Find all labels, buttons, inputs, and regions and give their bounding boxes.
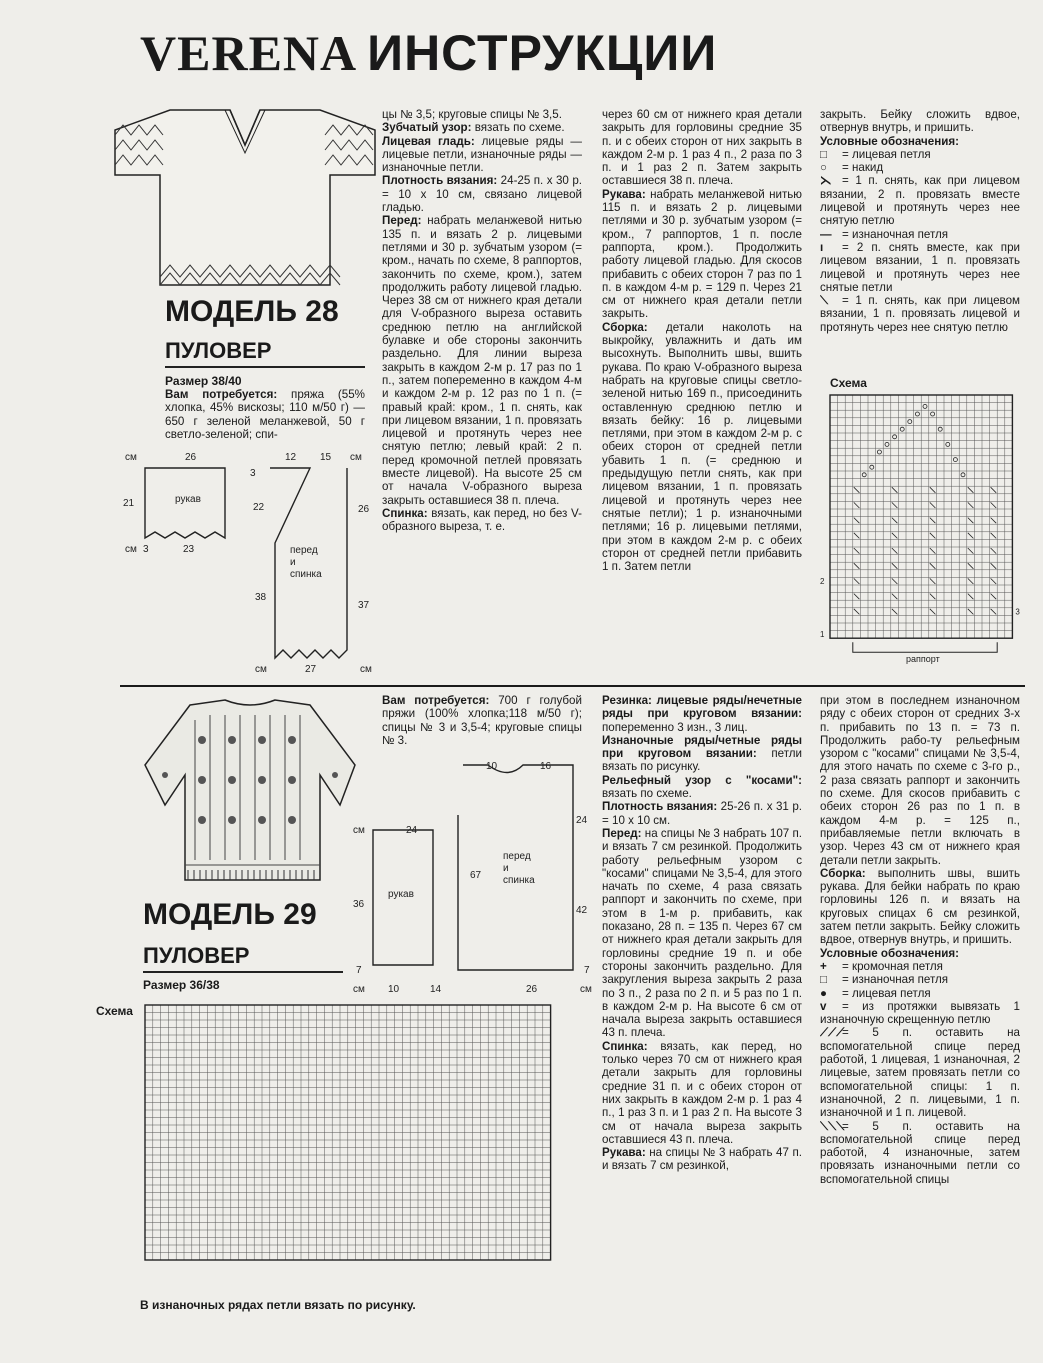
- paragraph: [382, 214, 582, 507]
- dim-label: 36: [353, 899, 365, 910]
- paragraph: [820, 867, 1020, 947]
- paragraph: [382, 507, 582, 534]
- body-label: спинка: [290, 569, 322, 580]
- legend-text: = лицевая петля: [842, 986, 931, 1000]
- body-label: перед: [503, 851, 531, 862]
- decrease-mark: [930, 594, 936, 600]
- yarn-over-mark: [915, 412, 919, 416]
- dim-label: 23: [183, 544, 195, 555]
- decrease-mark: [892, 548, 898, 554]
- dim-cm: см: [580, 984, 592, 995]
- decrease-mark: [991, 533, 997, 539]
- legend-symbol: v: [820, 999, 827, 1013]
- paragraph-text: попеременно 3 изн., 3 лиц.: [602, 720, 748, 734]
- dim-label: 24: [406, 825, 418, 836]
- model-29-title: МОДЕЛЬ 29: [143, 898, 317, 931]
- legend-symbol: —: [820, 227, 832, 241]
- paragraph-label: Лицевая гладь:: [382, 134, 482, 148]
- dim-cm: см: [353, 825, 365, 836]
- paragraph-label: Плотность вязания:: [602, 800, 721, 814]
- dim-label: 7: [584, 965, 590, 976]
- decrease-mark: [968, 533, 974, 539]
- legend-text: = кромочная петля: [842, 959, 943, 973]
- decrease-mark: [930, 502, 936, 508]
- dim-label: 3: [143, 544, 149, 555]
- decrease-mark: [968, 594, 974, 600]
- legend-row: [820, 148, 1020, 161]
- decrease-mark: [930, 578, 936, 584]
- legend-text: = лицевая петля: [842, 147, 931, 161]
- decrease-mark: [930, 487, 936, 493]
- decrease-mark: [892, 533, 898, 539]
- model-28-text-col3: [602, 108, 802, 673]
- paragraph: [602, 188, 802, 321]
- paragraph-label: Спинка:: [602, 1039, 661, 1053]
- model-29-text-col4: [820, 694, 1020, 1304]
- paragraph-label: Вам потребуется:: [382, 694, 499, 707]
- chart-grid: [145, 1005, 551, 1260]
- model-28-legend: [820, 108, 1020, 378]
- paragraph-label: Перед:: [382, 214, 428, 228]
- paragraph-text: вязать, как перед, но только через 70 см от нижнего края детали закрыть для горловины средние 31 п. и с обеих сторон от них закрыть в каждом 2-м р. 1 раз 4 п., 1 раз 3 п. и 1 раз 2 п. На высоте 3 см от начала выреза закрыть оставшиеся 43 п. плеча.: [602, 1039, 802, 1146]
- legend-symbol: ⟋⟋⟋: [820, 1026, 845, 1040]
- legend-text: = 1 п. снять, как при лицевом вязании, 2 п. провязать вместе лицевой и протянуть через нее снятую петлю: [820, 174, 1020, 228]
- legend-symbol: ⟍: [820, 294, 829, 308]
- paragraph-text: лицевые ряды — лицевые петли, изнаночные ряды — изнаночные петли.: [382, 134, 582, 175]
- decrease-mark: [854, 548, 860, 554]
- paragraph-label: Перед:: [602, 826, 645, 840]
- chart-grid: [830, 395, 1012, 638]
- paragraph: [602, 800, 802, 827]
- legend-row: [820, 294, 1020, 334]
- yarn-over-mark: [908, 420, 912, 424]
- yarn-over-mark: [877, 450, 881, 454]
- model-29-text-col3: [602, 694, 802, 1304]
- paragraph-label: Резинка: лицевые ряды/нечетные ряды при круговом вязании:: [602, 694, 802, 721]
- dim-label: 37: [358, 600, 370, 611]
- needs-label: Вам потребуется:: [165, 388, 278, 401]
- decrease-mark: [968, 518, 974, 524]
- decrease-mark: [892, 502, 898, 508]
- legend-row: [820, 161, 1020, 174]
- paragraph: [820, 694, 1020, 867]
- model-29-size: Размер 36/38: [143, 978, 220, 992]
- legend-title: Условные обозначения:: [820, 134, 959, 148]
- paragraph-text: вязать, как перед, но без V-образного выреза, т. е.: [382, 506, 582, 534]
- paragraph-text: набрать меланжевой нитью 115 п. и вязать 2 р. лицевыми петлями и 30 р. зубчатым узором (= кром., 7 раппортов, 1 п. после раппорта, кром.). Продолжить работу лицевой гладью. Для скосов прибавить с обеих сторон 7 раз по 1 п. в каждом 4-м р. = 129 п. Через 21 см от нижнего края детали петли закрыть.: [602, 187, 802, 321]
- paragraph-text: набрать меланжевой нитью 135 п. и вязать 2 р. лицевыми петлями и 30 р. зубчатым узором (= кром., начать по схеме, 8 раппортов, закончить по схеме, кром.), затем продолжить работу лицевой гладью. Через 38 см от нижнего края детали для V-образного выреза оставить среднюю петлю на английской булавке и обе стороны закончить раздельно. Для линии выреза закрыть в каждом 2-м р. 17 раз по 1 п., затем попеременно в каждом 4-м и каждом 2-м р. 12 раз по 1 п. (= правый край: кром., 1 п. снять, как при лицевом вязании, 1 п. провязать лицевой и протянуть через нее снятую петлю; левый край: 2 п. перед кромочной петлей провязать вместе лицевой). На высоте 25 см от начала V-образного выреза закрыть оставшиеся 38 п. плеча.: [382, 214, 582, 507]
- dim-label: 42: [576, 905, 588, 916]
- yarn-over-mark: [961, 473, 965, 477]
- knitting-chart-29: [140, 1000, 590, 1296]
- paragraph-label: Плотность вязания:: [382, 174, 501, 188]
- rapport-bracket: [853, 642, 997, 652]
- paragraph-text: 25-26 п. х 31 р. = 10 х 10 см.: [602, 800, 802, 827]
- legend-text: = изнаночная петля: [842, 227, 949, 241]
- legend-symbol: ⋋: [820, 174, 832, 188]
- paragraph-label: Зубчатый узор:: [382, 121, 475, 135]
- paragraph-label: Рукава:: [602, 187, 651, 201]
- decrease-mark: [930, 518, 936, 524]
- decrease-mark: [892, 487, 898, 493]
- yarn-over-mark: [862, 473, 866, 477]
- decrease-mark: [968, 548, 974, 554]
- paragraph-label: Рельефный узор с "косами":: [602, 773, 802, 787]
- decrease-mark: [854, 609, 860, 615]
- legend-symbol: ●: [820, 986, 828, 1000]
- dim-label: 22: [253, 502, 265, 513]
- paragraph-text: вязать по схеме.: [602, 787, 692, 801]
- legend-symbol: □: [820, 147, 828, 161]
- legend-symbol: ⟍⟍⟍: [820, 1119, 845, 1133]
- legend-text: = накид: [842, 161, 884, 175]
- decrease-mark: [854, 518, 860, 524]
- yarn-over-mark: [870, 465, 874, 469]
- decrease-mark: [854, 533, 860, 539]
- decrease-mark: [991, 609, 997, 615]
- decrease-mark: [968, 578, 974, 584]
- decrease-mark: [930, 533, 936, 539]
- yarn-over-mark: [893, 435, 897, 439]
- paragraph-text: на спицы № 3 набрать 107 п. и вязать 7 см резинкой. Продолжить работу рельефным узором с "косами" спицами № 3,5-4, для этого начать по схеме, 4 раза связать раппорт и закончить по схеме, при этом в 1-м р. прибавить, как показано, 28 п. = 135 п. Через 67 см от нижнего края детали закрыть для горловины средние 19 п. и обе стороны закончить раздельно. Для закругления выреза закрыть 2 раза по 3 п., 2 раза по 2 п. и 5 раз по 1 п. в каждом 2-м р. На высоте 6 см от начала выреза закрыть оставшиеся 43 п. плеча.: [602, 826, 802, 1040]
- dim-label: 16: [540, 761, 552, 772]
- legend-symbol: ı: [820, 240, 824, 254]
- legend-text: = 2 п. снять вместе, как при лицевом вязании, 1 п. провязать лицевой и протянуть через нее снятые петли: [820, 240, 1020, 294]
- decrease-mark: [991, 578, 997, 584]
- legend-row: [820, 973, 1020, 986]
- dim-label: 10: [388, 984, 400, 995]
- paragraph-text: 24-25 п. х 30 р. = 10 х 10 см, связано лицевой гладью.: [382, 174, 582, 215]
- dim-cm: см: [125, 452, 137, 463]
- dim-cm: см: [350, 452, 362, 463]
- paragraph-text: петли вязать по рисунку.: [602, 747, 802, 774]
- legend-row: [820, 1120, 1020, 1186]
- row-number: 2: [820, 577, 825, 586]
- pattern-diagram-29: [348, 755, 598, 995]
- brand-logo: VERENA: [140, 25, 358, 81]
- legend-intro: закрыть. Бейку сложить вдвое, отвернув внутрь, и пришить.: [820, 108, 1020, 135]
- yarn-over-mark: [938, 427, 942, 431]
- legend-row: [820, 241, 1020, 294]
- yarn-over-mark: [946, 442, 950, 446]
- paragraph-text: через 60 см от нижнего края детали закрыть для горловины средние 35 п. и с обеих сторон от них закрыть в каждом 2-м р. 1 раз 4 п., 2 раза по 3 п. и 1 раз 2 п. Затем закрыть оставшиеся 38 п. плеча.: [602, 108, 802, 188]
- scheme-29-label: Схема: [96, 1004, 133, 1018]
- decrease-mark: [854, 578, 860, 584]
- paragraph-text: выполнить швы, вшить рукава. Для бейки набрать по краю горловины 126 п. и вязать на круговых спицах 6 см резинкой, затем петли закрыть. Бейку сложить вдвое, отвернув внутрь, и пришить.: [820, 866, 1020, 947]
- model-29-subtitle: ПУЛОВЕР: [143, 943, 343, 973]
- decrease-mark: [892, 563, 898, 569]
- body-label: перед: [290, 545, 318, 556]
- decrease-mark: [854, 594, 860, 600]
- dim-cm: см: [353, 984, 365, 995]
- body-label: спинка: [503, 875, 535, 886]
- paragraph: [382, 694, 582, 747]
- row-number: 3: [1015, 607, 1020, 617]
- paragraph-label: Спинка:: [382, 506, 432, 520]
- yarn-over-mark: [900, 427, 904, 431]
- dim-label: 7: [356, 965, 362, 976]
- paragraph: [602, 1040, 802, 1146]
- yarn-over-mark: [931, 412, 935, 416]
- decrease-mark: [854, 487, 860, 493]
- model-28-title: МОДЕЛЬ 28: [165, 295, 339, 328]
- yarn-over-mark: [953, 458, 957, 462]
- legend-row: [820, 228, 1020, 241]
- decrease-mark: [991, 502, 997, 508]
- paragraph-label: Изнаночные ряды/четные ряды при круговом вязании:: [602, 733, 802, 761]
- rapport-label: раппорт: [906, 654, 940, 665]
- decrease-mark: [991, 594, 997, 600]
- paragraph: [602, 827, 802, 1040]
- legend-text: = 1 п. снять, как при лицевом вязании, 1 п. провязать лицевой и протянуть через нее снятую петлю: [820, 294, 1020, 334]
- paragraph-text: при этом в последнем изнаночном ряду с обеих сторон от средних 3-х п. прибавить по 13 п. = 73 п. Продолжить рабо-ту рельефным узором с "косами" спицами № 3,5-4, для этого начать по схеме с 3-го р., 2 раза связать раппорт и закончить по схеме. Для скосов прибавить с обеих сторон 26 раз по 1 п. в каждом 4-м р. = 125 п., прибавляемые петли включать в узор. Через 43 см от нижнего края детали петли закрыть.: [820, 694, 1020, 867]
- decrease-mark: [854, 502, 860, 508]
- legend-symbol: ○: [820, 161, 828, 175]
- sweater-28-illustration: [110, 105, 380, 295]
- dim-label: 21: [123, 498, 135, 509]
- paragraph: [602, 321, 802, 574]
- decrease-mark: [892, 594, 898, 600]
- paragraph-text: на спицы № 3 набрать 47 п. и вязать 7 см резинкой,: [602, 1146, 802, 1173]
- dim-cm: см: [125, 544, 137, 555]
- decrease-mark: [892, 578, 898, 584]
- dim-label: 12: [285, 452, 297, 463]
- paragraph-label: Сборка:: [820, 866, 878, 880]
- paragraph: [602, 694, 802, 734]
- needs-text: пряжа (55% хлопка, 45% вискозы; 110 м/50 г) — 650 г зеленой меланжевой, 50 г светло-зеленой; спи-: [165, 388, 365, 441]
- dim-label: 3: [250, 468, 256, 479]
- paragraph: [602, 774, 802, 801]
- legend-row: [820, 987, 1020, 1000]
- decrease-mark: [968, 563, 974, 569]
- legend-row: [820, 1000, 1020, 1027]
- knitting-chart-28: [818, 390, 1030, 675]
- scheme-29-caption: В изнаночных рядах петли вязать по рисунку.: [140, 1298, 416, 1312]
- dim-label: 24: [576, 815, 588, 826]
- dim-label: 15: [320, 452, 332, 463]
- decrease-mark: [968, 487, 974, 493]
- dim-label: 67: [470, 870, 482, 881]
- legend-symbol: +: [820, 959, 827, 973]
- section-title: ИНСТРУКЦИИ: [367, 25, 718, 81]
- section-divider: [120, 685, 1025, 687]
- legend-text: = изнаночная петля: [842, 973, 949, 987]
- legend-row: [820, 174, 1020, 227]
- paragraph-text: цы № 3,5; круговые спицы № 3,5.: [382, 108, 562, 121]
- paragraph: [382, 108, 582, 121]
- dim-cm: см: [255, 664, 267, 675]
- legend-row: [820, 960, 1020, 973]
- decrease-mark: [991, 548, 997, 554]
- body-label: и: [290, 557, 296, 568]
- paragraph: [382, 121, 582, 134]
- sleeve-label: рукав: [175, 494, 201, 505]
- row-number: 1: [820, 630, 825, 640]
- decrease-mark: [991, 518, 997, 524]
- decrease-mark: [991, 563, 997, 569]
- decrease-mark: [968, 502, 974, 508]
- sleeve-label: рукав: [388, 889, 414, 900]
- dim-label: 14: [430, 984, 442, 995]
- decrease-mark: [991, 487, 997, 493]
- model-29-text-col2: [382, 694, 582, 754]
- legend-text: = 5 п. оставить на вспомогательной спице перед работой, 1 лицевая, 1 изнаночная, 2 лицевые, затем провязать петли со вспомогательной спицы: 1 п. изнаночной, 2 п. лицевыми, 1 п. изнаночной и 1 п. лицевой.: [820, 1026, 1020, 1120]
- dim-label: 26: [358, 504, 370, 515]
- legend-text: = из протяжки вывязать 1 изнаночную скрещенную петлю: [820, 999, 1020, 1027]
- paragraph-label: Рукава:: [602, 1146, 650, 1160]
- body-label: и: [503, 863, 509, 874]
- pattern-diagram-28: [115, 448, 375, 678]
- paragraph: [602, 734, 802, 774]
- model-28-needs: [165, 388, 365, 448]
- dim-label: 38: [255, 592, 267, 603]
- legend-title: Условные обозначения:: [820, 946, 959, 960]
- dim-label: 26: [185, 452, 197, 463]
- paragraph: [602, 1146, 802, 1173]
- model-28-size: Размер 38/40: [165, 374, 242, 388]
- model-28-subtitle: ПУЛОВЕР: [165, 338, 365, 368]
- decrease-mark: [892, 518, 898, 524]
- paragraph-label: Сборка:: [602, 320, 667, 334]
- legend-symbol: □: [820, 973, 828, 987]
- yarn-over-mark: [923, 404, 927, 408]
- decrease-mark: [930, 548, 936, 554]
- dim-label: 27: [305, 664, 317, 675]
- model-28-text-col2: [382, 108, 582, 673]
- dim-label: 10: [486, 761, 498, 772]
- sweater-29-illustration: [140, 695, 360, 895]
- legend-row: [820, 1026, 1020, 1119]
- paragraph: [382, 174, 582, 214]
- paragraph: [382, 135, 582, 175]
- decrease-mark: [892, 609, 898, 615]
- paragraph-text: детали наколоть на выкройку, увлажнить и дать им высохнуть. Выполнить швы, вшить рукава. По краю V-образного выреза набрать на круговые спицы светло-зеленой нитью 169 п., присоединить оставленную среднюю петлю и вязать бейку: 16 р. лицевыми петлями, при этом в каждом 2-м р. с обеих сторон от средней петли убавить 1 п. (= среднюю и предыдущую петли снять, как при лицевом вязании, 1 п. провязать лицевой и протянуть через нее снятые петли); 1 р. изнаночными петлями; 16 р. лицевыми петлями, при этом в каждом 2-м р. с обеих сторон от средней петли прибавить 1 п. Затем петли: [602, 320, 802, 574]
- decrease-mark: [930, 563, 936, 569]
- legend-text: = 5 п. оставить на вспомогательной спице перед работой, 4 изнаночные, затем провязать изнаночными петли со вспомогательной спицы: [820, 1119, 1020, 1186]
- decrease-mark: [968, 609, 974, 615]
- scheme-28-label: Схема: [830, 376, 867, 390]
- decrease-mark: [930, 609, 936, 615]
- decrease-mark: [854, 563, 860, 569]
- dim-label: 26: [526, 984, 538, 995]
- paragraph-text: 700 г голубой пряжи (100% хлопка;118 м/50 г); спицы № 3 и 3,5-4; круговые спицы № 3.: [382, 694, 582, 747]
- dim-cm: см: [360, 664, 372, 675]
- paragraph: [602, 108, 802, 188]
- paragraph-text: вязать по схеме.: [474, 121, 565, 135]
- yarn-over-mark: [885, 442, 889, 446]
- page-header: [140, 24, 717, 82]
